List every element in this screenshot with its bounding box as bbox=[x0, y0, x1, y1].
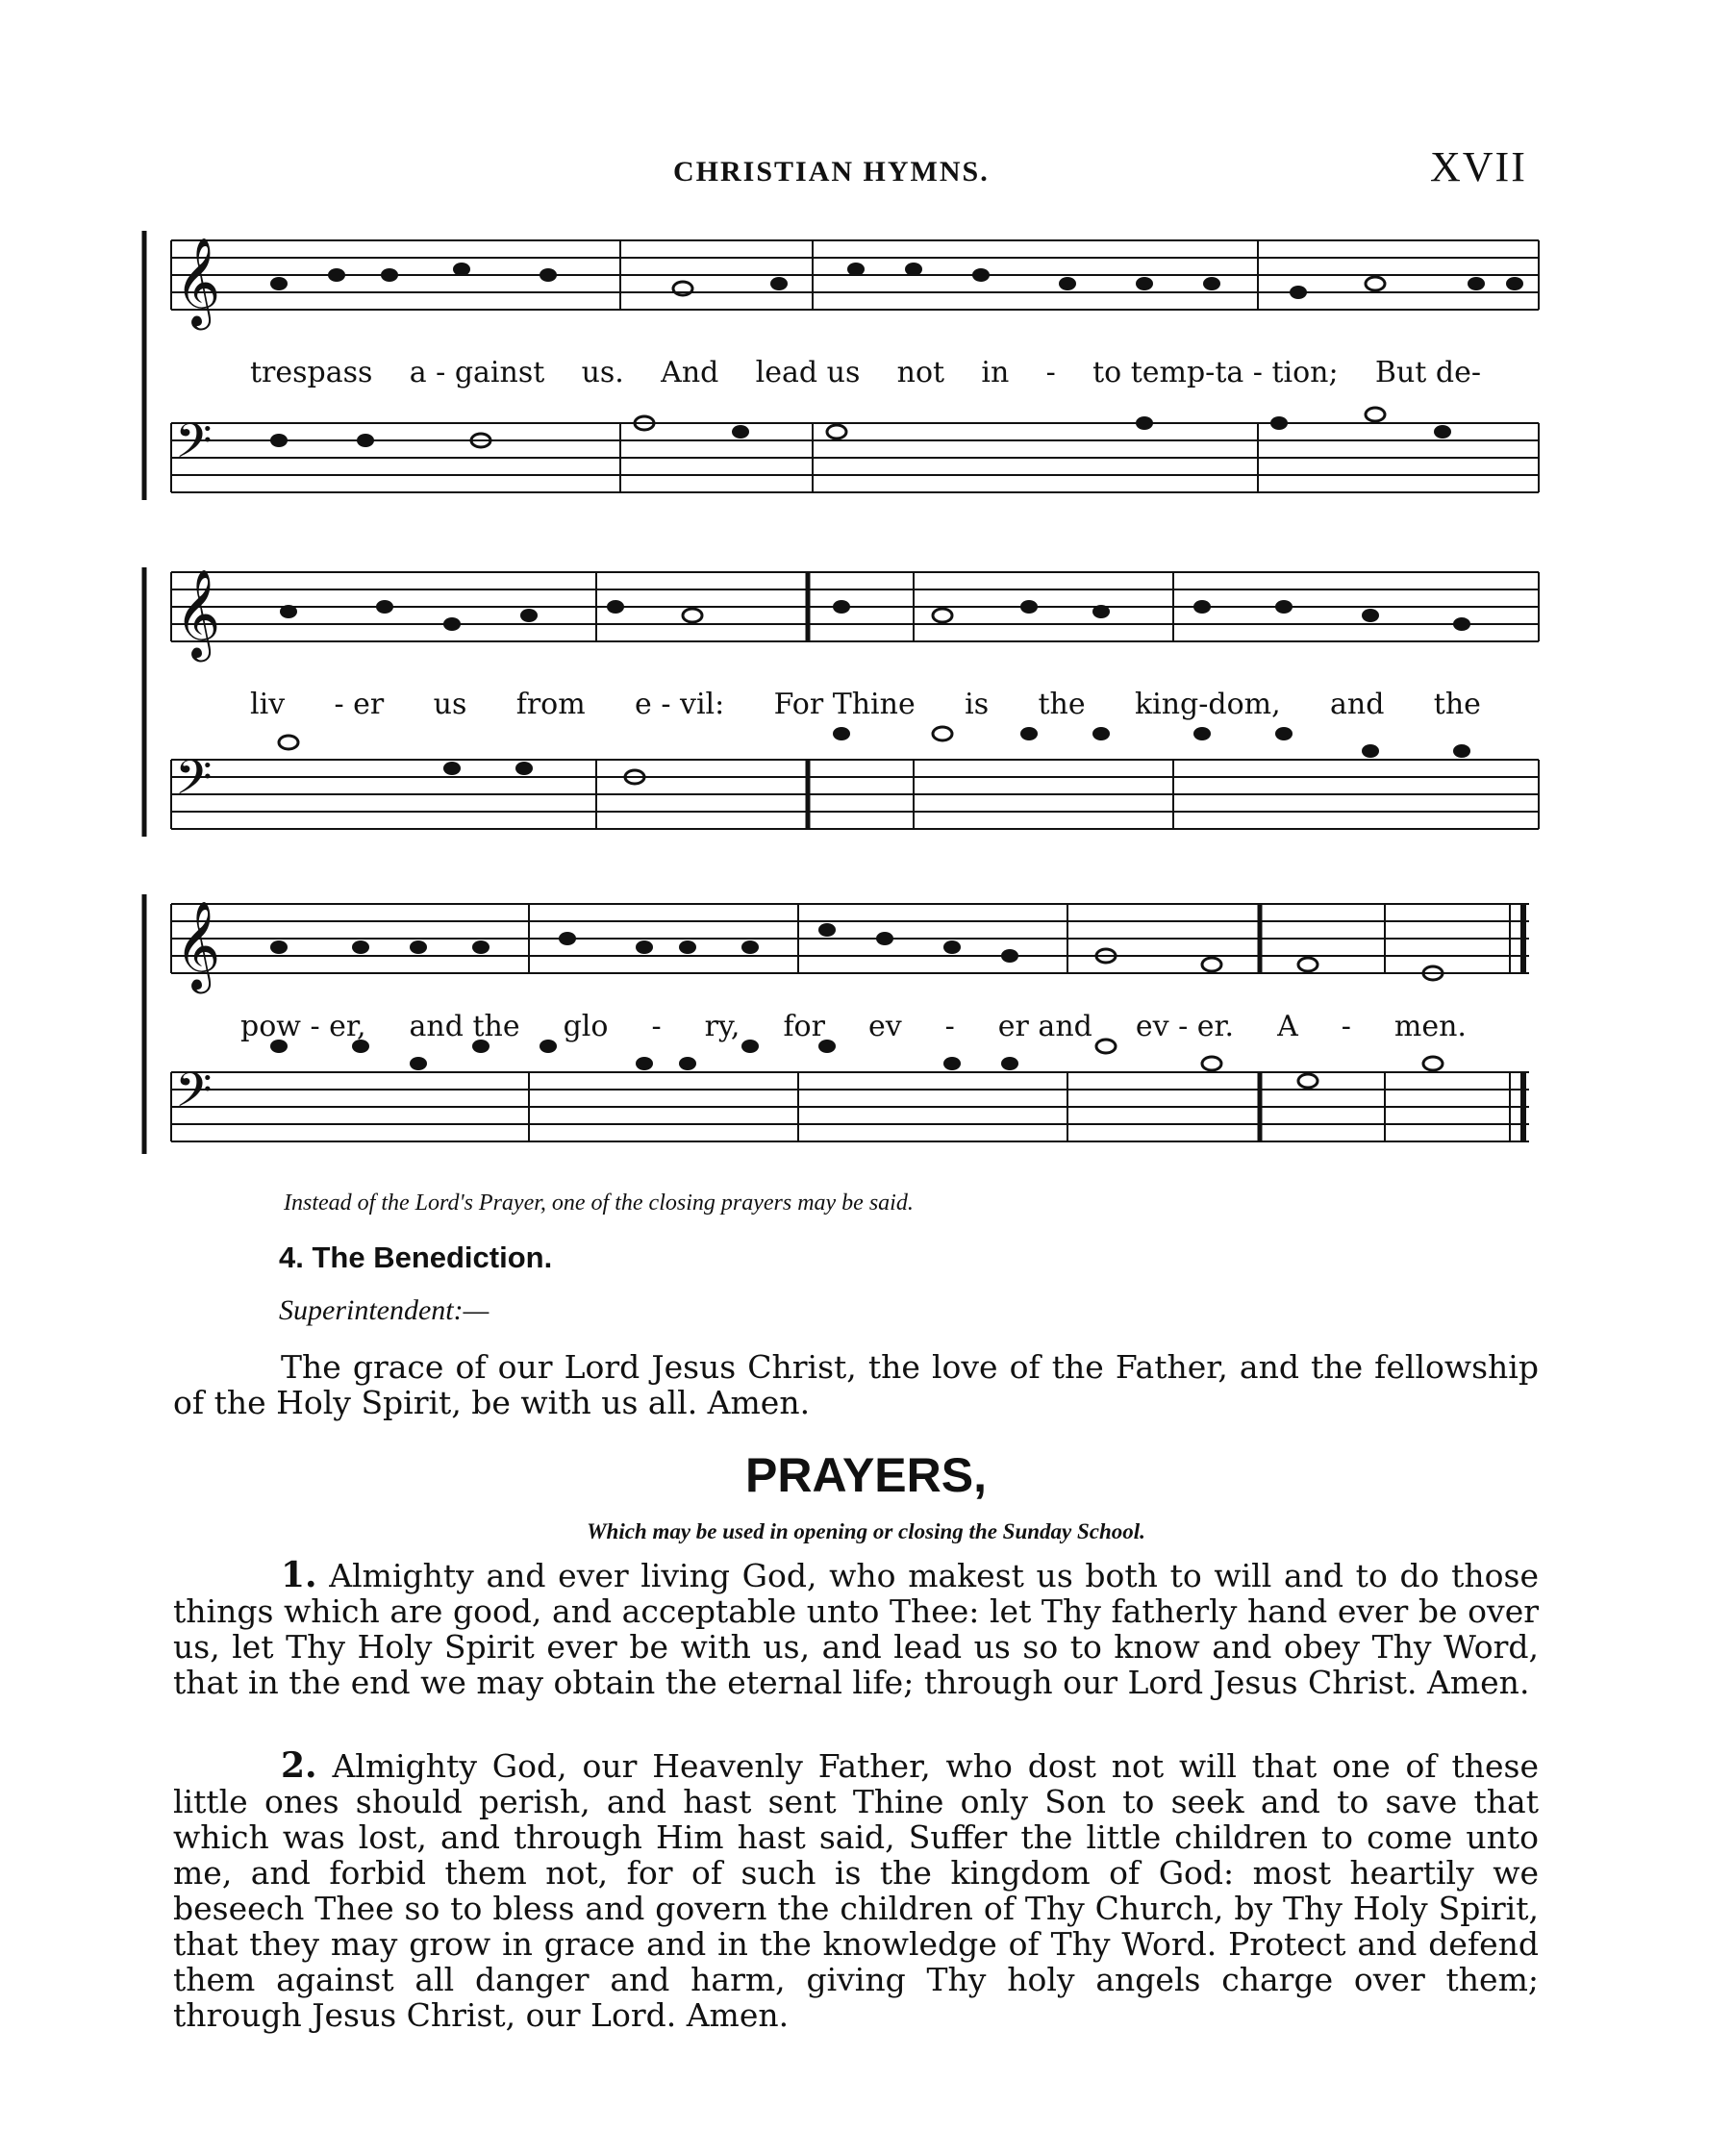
lyric: - er bbox=[334, 688, 385, 721]
lyric: - bbox=[1341, 1010, 1351, 1043]
lyric: and the bbox=[409, 1010, 520, 1043]
lyric: the bbox=[1038, 688, 1086, 721]
lyric: in bbox=[981, 356, 1010, 389]
lyrics-line-2 bbox=[144, 688, 1539, 721]
lyric: us. bbox=[581, 356, 624, 389]
lyric: ev bbox=[867, 1010, 902, 1043]
svg-text:𝄢: 𝄢 bbox=[175, 414, 213, 481]
svg-text:𝄢: 𝄢 bbox=[175, 750, 213, 817]
lyric: pow - er, bbox=[240, 1010, 366, 1043]
instruction-note: Instead of the Lord's Prayer, one of the closing prayers may be said. bbox=[284, 1191, 914, 1216]
lyric: liv bbox=[250, 688, 286, 721]
lyric: for bbox=[783, 1010, 825, 1043]
benediction-body: The grace of our Lord Jesus Christ, the love of the Father, and the fellowship of the Holy Spirit, be with us all. Amen. bbox=[173, 1348, 1539, 1421]
svg-text:𝄞: 𝄞 bbox=[175, 568, 221, 658]
lyric: But de- bbox=[1374, 356, 1481, 389]
lyric: er and bbox=[997, 1010, 1092, 1043]
benediction-text bbox=[173, 1349, 1539, 1420]
lyric: from bbox=[515, 688, 586, 721]
benediction-heading: 4. The Benediction. bbox=[279, 1241, 553, 1274]
prayer-number: 1. bbox=[281, 1555, 317, 1595]
svg-text:𝄞: 𝄞 bbox=[175, 900, 221, 990]
prayers-subheading: Which may be used in opening or closing the Sunday School. bbox=[587, 1519, 1145, 1543]
lyrics-line-1 bbox=[144, 356, 1539, 389]
lyric: A bbox=[1277, 1010, 1298, 1043]
lyric: king-dom, bbox=[1134, 688, 1281, 721]
music-system-2 bbox=[144, 548, 1539, 865]
prayer-text: Almighty God, our Heavenly Father, who dost not will that one of these little ones should perish, and hast sent Thine only Son to seek and to save that which was lost, and through Him hast said, Suffer the little children to come unto me, and forbid them not, for of such is the kingdom of God: most heartily we beseech Thee so to bless and govern the children of Thy Church, by Thy Holy Spirit, that they may grow in grace and in the knowledge of Thy Word. Protect and defend them against all danger and harm, giving Thy holy angels charge over them; through Jesus Christ, our Lord. Amen. bbox=[173, 1747, 1539, 2034]
lyric: ev - er. bbox=[1135, 1010, 1235, 1043]
lyric: trespass bbox=[250, 356, 373, 389]
svg-text:𝄞: 𝄞 bbox=[175, 237, 221, 326]
lyric: lead us bbox=[755, 356, 861, 389]
prayer-2 bbox=[173, 1745, 1539, 2034]
prayer-number: 2. bbox=[281, 1745, 317, 1786]
lyric: us bbox=[433, 688, 467, 721]
prayers-heading: PRAYERS, bbox=[744, 1448, 988, 1502]
lyric: not bbox=[896, 356, 945, 389]
lyric: - bbox=[651, 1010, 662, 1043]
lyric: e - vil: bbox=[635, 688, 725, 721]
running-header-title: CHRISTIAN HYMNS. bbox=[673, 156, 990, 188]
lyric: And bbox=[661, 356, 719, 389]
lyric: ry, bbox=[704, 1010, 740, 1043]
lyric: - bbox=[1045, 356, 1056, 389]
music-system-3 bbox=[144, 875, 1539, 1183]
lyric: - bbox=[944, 1010, 955, 1043]
lyrics-line-3 bbox=[144, 1010, 1539, 1043]
prayer-text: Almighty and ever living God, who makest us both to will and to do those things which are good, and acceptable unto Thee: let Thy fatherly hand ever be over us, let Thy Holy Spirit ever be with us, and lead us so to know and obey Thy Word, that in the end we may obtain the eternal life; through our Lord Jesus Christ. Amen. bbox=[173, 1557, 1539, 1701]
lyric: and bbox=[1330, 688, 1385, 721]
lyric: the bbox=[1433, 688, 1481, 721]
lyric: glo bbox=[563, 1010, 609, 1043]
lyric: men. bbox=[1393, 1010, 1467, 1043]
lyric: to temp-ta - tion; bbox=[1092, 356, 1339, 389]
prayer-1 bbox=[173, 1555, 1539, 1701]
svg-text:𝄢: 𝄢 bbox=[175, 1063, 213, 1130]
music-system-1 bbox=[144, 212, 1539, 539]
lyric: a - gainst bbox=[409, 356, 545, 389]
lyric: For Thine bbox=[773, 688, 916, 721]
page-number: XVII bbox=[1430, 143, 1527, 190]
speaker-label: Superintendent:— bbox=[279, 1294, 489, 1326]
lyric: is bbox=[965, 688, 990, 721]
